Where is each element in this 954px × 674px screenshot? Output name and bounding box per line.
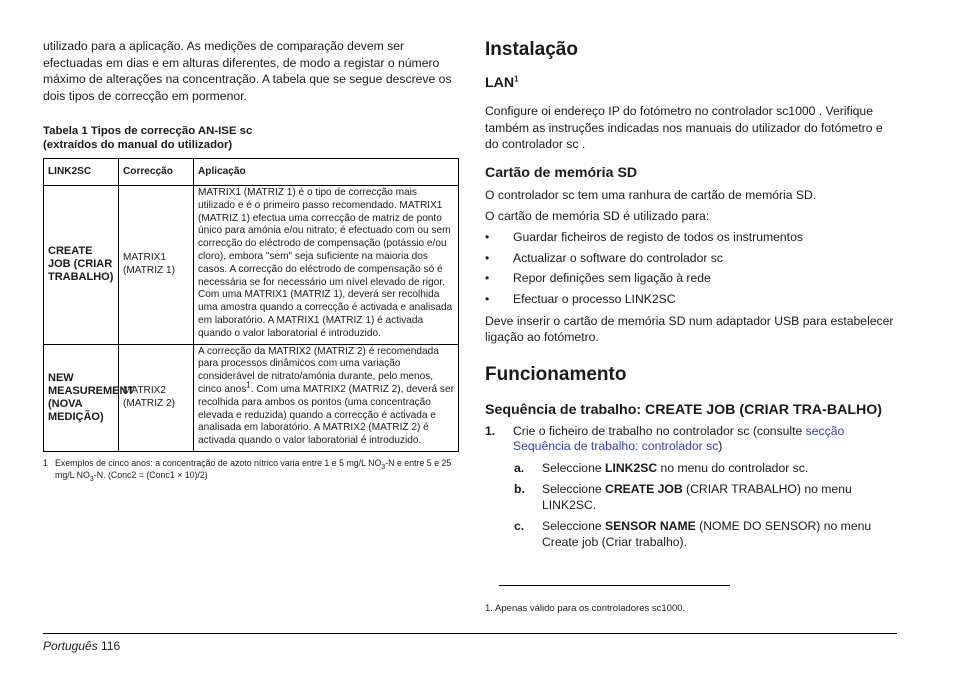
footnote-subscript: 3 xyxy=(89,475,94,483)
left-column xyxy=(43,38,458,482)
step-number: 1. xyxy=(485,423,496,438)
heading-lan xyxy=(485,75,897,91)
footnote-text: -N. (Conc2 = (Conc1 × 10)/2) xyxy=(93,469,208,480)
heading-sd-card: Cartão de memória SD xyxy=(485,164,638,181)
list-item: • Repor definições sem ligação à rede xyxy=(485,270,897,287)
table-header-cell: Aplicação xyxy=(194,159,459,186)
sd-paragraph: O cartão de memória SD é utilizado para: xyxy=(485,209,710,223)
footer-divider xyxy=(43,633,897,634)
substep-text: (NOME DO SENSOR) no menu Create job (Criar trabalho). xyxy=(542,519,872,549)
heading-lan-text: LAN xyxy=(485,75,515,91)
footnote-divider xyxy=(499,585,730,586)
intro-paragraph: utilizado para a aplicação. As medições de comparação devem ser efectuadas em dias e em alturas diferentes, de modo a registar o número máximo de alterações na concentração. A tabela que se segue descreve os dois tipos de correcção em pormenor. xyxy=(43,39,452,103)
substep-text: Seleccione xyxy=(542,482,606,497)
table-row xyxy=(44,186,459,345)
table-caption xyxy=(43,125,458,152)
table-cell-correction: MATRIX2 (MATRIZ 2) xyxy=(119,344,194,451)
substep-letter: c. xyxy=(514,519,525,534)
table-caption-subtitle: (extraídos do manual do utilizador) xyxy=(43,138,233,151)
menu-item-name: CREATE JOB xyxy=(605,482,683,497)
table-cell-application: MATRIX1 (MATRIZ 1) é o tipo de correcção mais utilizado e é o primeiro passo recomendado. MATRIX1 (MATRIZ 1) efectua uma correcção de matriz de ponto único para amónia e/ou nitrato; é efectuado com ou sem correcção do eléctrodo de compensação (potássio e/ou cloro), embora "sem" seja suficiente na maioria dos casos. A correcção do eléctrodo de compensação só é necessária se for necessário um nível elevado de rigor. Com uma MATRIX1 (MATRIZ 1), deverá ser recolhida uma amostra quando a correcção é activada e analisada em laboratório. A MATRIX1 (MATRIZ 1) é activada quando o valor laboratorial é introduzido. xyxy=(194,186,459,345)
substep-c xyxy=(485,519,897,550)
table-cell-job: CREATE JOB (CRIAR TRABALHO) xyxy=(44,186,119,345)
footnote-number: 1 xyxy=(43,457,48,468)
footer-page-number: 116 xyxy=(101,639,121,653)
heading-instalacao: Instalação xyxy=(485,39,578,60)
menu-item-name: LINK2SC xyxy=(605,460,658,475)
substep-text: Seleccione xyxy=(542,519,606,534)
substep-a xyxy=(485,461,897,477)
lan-paragraph: Configure oi endereço IP do fotómetro no controlador sc1000 . Verifique também as instruções indicadas nos manuais do utilizador do fotómetro e do controlador sc . xyxy=(485,104,883,151)
table-cell-application xyxy=(194,344,459,451)
sd-paragraph: O controlador sc tem uma ranhura de cartão de memória SD. xyxy=(485,187,817,202)
step-1 xyxy=(485,424,897,455)
application-text: A correcção da MATRIX2 (MATRIZ 2) é recomendada para processos dinâmicos com uma variação considerável de nitrato/amónia durante, pelo menos, cinco anos xyxy=(198,345,439,395)
table-footnote xyxy=(43,458,458,482)
application-text: . Com uma MATRIX2 (MATRIZ 2), deverá ser recolhida para ambos os pontos (uma concentração elevada e reduzida) quando a correcção é activada e analisada em laboratório. A MATRIX2 (MATRIZ 2) é activada quando o valor laboratorial é introduzido. xyxy=(198,383,454,447)
heading-sequence: Sequência de trabalho: CREATE JOB (CRIAR TRA-BALHO) xyxy=(485,401,883,418)
substep-letter: b. xyxy=(514,482,525,497)
sd-paragraph: Deve inserir o cartão de memória SD num adaptador USB para estabelecer ligação ao fotómetro. xyxy=(485,313,894,345)
table-cell-job: NEW MEASUREMENT (NOVA MEDIÇÃO) xyxy=(44,344,119,451)
substep-letter: a. xyxy=(514,460,525,475)
list-item: • Actualizar o software do controlador sc xyxy=(485,250,897,267)
table-header-cell: LINK2SC xyxy=(44,159,119,186)
substep-text: Seleccione xyxy=(542,460,606,475)
footnote-ref: 1 xyxy=(514,74,519,84)
table-cell-correction: MATRIX1 (MATRIZ 1) xyxy=(119,186,194,345)
footer-language: Português xyxy=(43,639,98,653)
footnote-subscript: 3 xyxy=(381,463,386,471)
substep-text: (CRIAR TRABALHO) no menu LINK2SC. xyxy=(542,482,852,512)
sd-bullet-list xyxy=(485,229,897,308)
correction-types-table xyxy=(43,158,459,452)
step-text: ) xyxy=(718,439,723,454)
step-text: Crie o ficheiro de trabalho no controlador sc (consulte xyxy=(513,423,806,438)
substep-text: no menu do controlador sc. xyxy=(657,460,809,475)
list-item: • Guardar ficheiros de registo de todos os instrumentos xyxy=(485,229,897,246)
table-caption-title: Tabela 1 Tipos de correcção AN-ISE sc xyxy=(43,125,253,137)
right-column xyxy=(485,38,897,550)
list-item: • Efectuar o processo LINK2SC xyxy=(485,291,897,308)
table-row xyxy=(44,344,459,451)
page-footer xyxy=(43,639,120,653)
substep-b xyxy=(485,482,897,513)
footnote-text: -N e entre 5 e 25 mg/L NO xyxy=(55,457,452,480)
table-header-cell: Correcção xyxy=(119,159,194,186)
heading-funcionamento: Funcionamento xyxy=(485,363,627,385)
footnote-text: Exemplos de cinco anos: a concentração de azoto nítrico varia entre 1 e 5 mg/L NO xyxy=(55,457,382,468)
footnote-ref: 1 xyxy=(246,380,251,390)
table-header-row xyxy=(44,159,459,186)
lan-footnote: 1. Apenas válido para os controladores sc1000. xyxy=(485,603,686,614)
menu-item-name: SENSOR NAME xyxy=(605,519,696,534)
section-link[interactable]: secção Sequência de trabalho: controlador sc xyxy=(513,423,845,454)
